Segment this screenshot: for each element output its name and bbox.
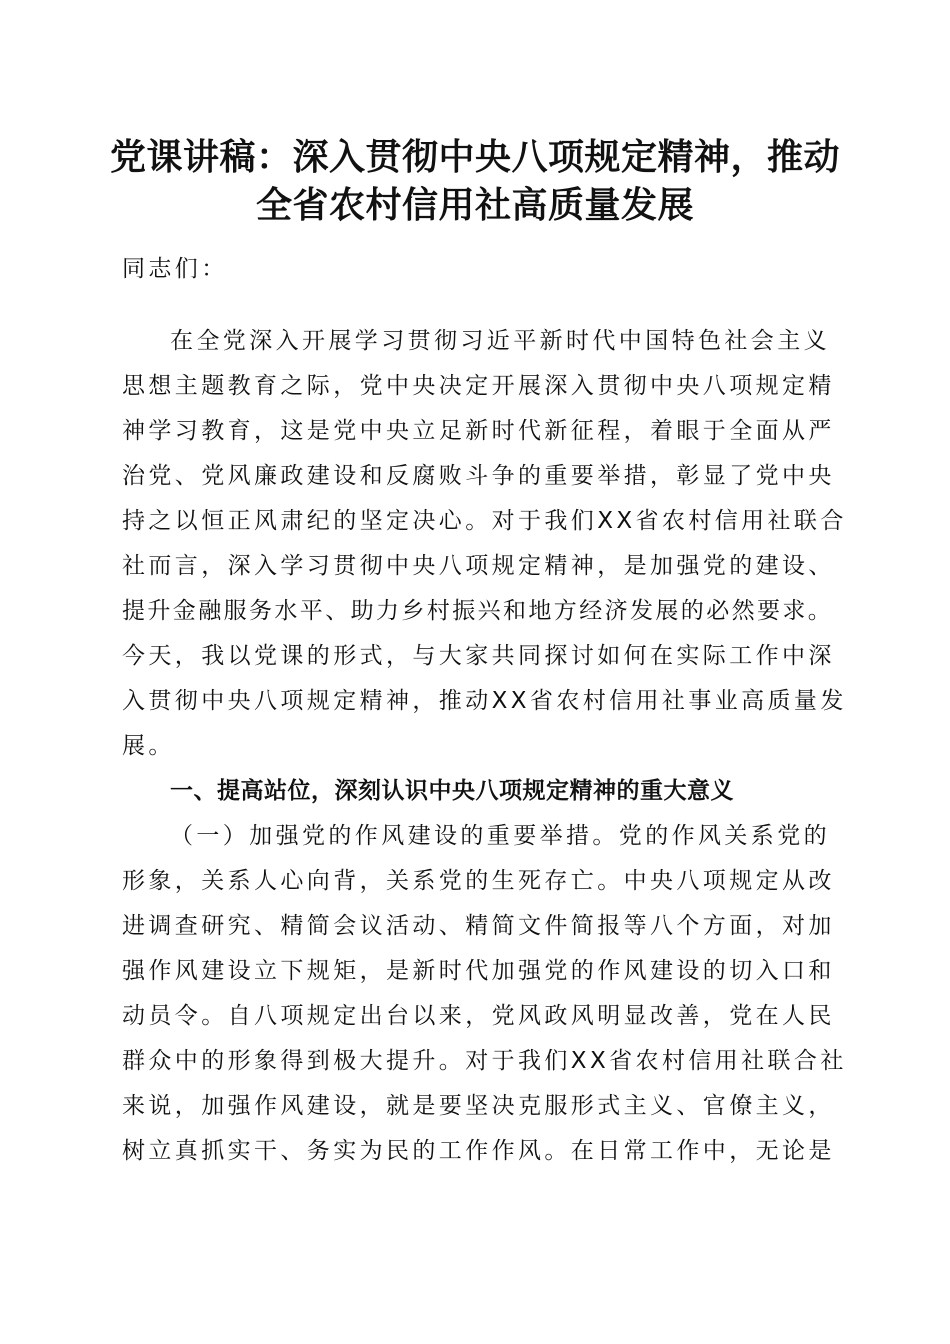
paragraph-2-line-5: 动员令。自八项规定出台以来，党风政风明显改善，党在人民 xyxy=(122,1003,835,1029)
paragraph-2-line-7: 来说，加强作风建设，就是要坚决克服形式主义、官僚主义， xyxy=(122,1093,835,1119)
paragraph-1-line-3: 神学习教育，这是党中央立足新时代新征程，着眼于全面从严 xyxy=(122,418,835,444)
paragraph-1-line-8: 今天，我以党课的形式，与大家共同探讨如何在实际工作中深 xyxy=(122,643,835,669)
paragraph-1-line-2: 思想主题教育之际，党中央决定开展深入贯彻中央八项规定精 xyxy=(122,373,835,399)
paragraph-2-line-1: （一）加强党的作风建设的重要举措。党的作风关系党的 xyxy=(170,823,830,849)
paragraph-1-line-7: 提升金融服务水平、助力乡村振兴和地方经济发展的必然要求。 xyxy=(122,598,834,624)
document-title-line-2: 全省农村信用社高质量发展 xyxy=(255,184,694,226)
paragraph-2-line-3: 进调查研究、精简会议活动、精简文件简报等八个方面，对加 xyxy=(122,913,835,939)
paragraph-1-line-4: 治党、党风廉政建设和反腐败斗争的重要举措，彰显了党中央 xyxy=(122,463,835,489)
paragraph-1-line-6: 社而言，深入学习贯彻中央八项规定精神，是加强党的建设、 xyxy=(122,553,835,579)
paragraph-2-line-6: 群众中的形象得到极大提升。对于我们XX省农村信用社联合社 xyxy=(122,1048,847,1074)
paragraph-1-line-1: 在全党深入开展学习贯彻习近平新时代中国特色社会主义 xyxy=(170,328,830,354)
paragraph-2-line-4: 强作风建设立下规矩，是新时代加强党的作风建设的切入口和 xyxy=(122,958,835,984)
paragraph-1-line-5: 持之以恒正风肃纪的坚定决心。对于我们XX省农村信用社联合 xyxy=(122,508,847,534)
paragraph-2-line-2: 形象，关系人心向背，关系党的生死存亡。中央八项规定从改 xyxy=(122,868,835,894)
paragraph-2-line-8: 树立真抓实干、务实为民的工作作风。在日常工作中，无论是 xyxy=(122,1138,835,1164)
document-title-line-1: 党课讲稿：深入贯彻中央八项规定精神，推动 xyxy=(109,136,840,178)
paragraph-1-line-10: 展。 xyxy=(122,733,175,759)
section-1-heading: 一、提高站位，深刻认识中央八项规定精神的重大意义 xyxy=(170,778,734,804)
salutation: 同志们： xyxy=(122,256,228,282)
paragraph-1-line-9: 入贯彻中央八项规定精神，推动XX省农村信用社事业高质量发 xyxy=(122,688,847,714)
